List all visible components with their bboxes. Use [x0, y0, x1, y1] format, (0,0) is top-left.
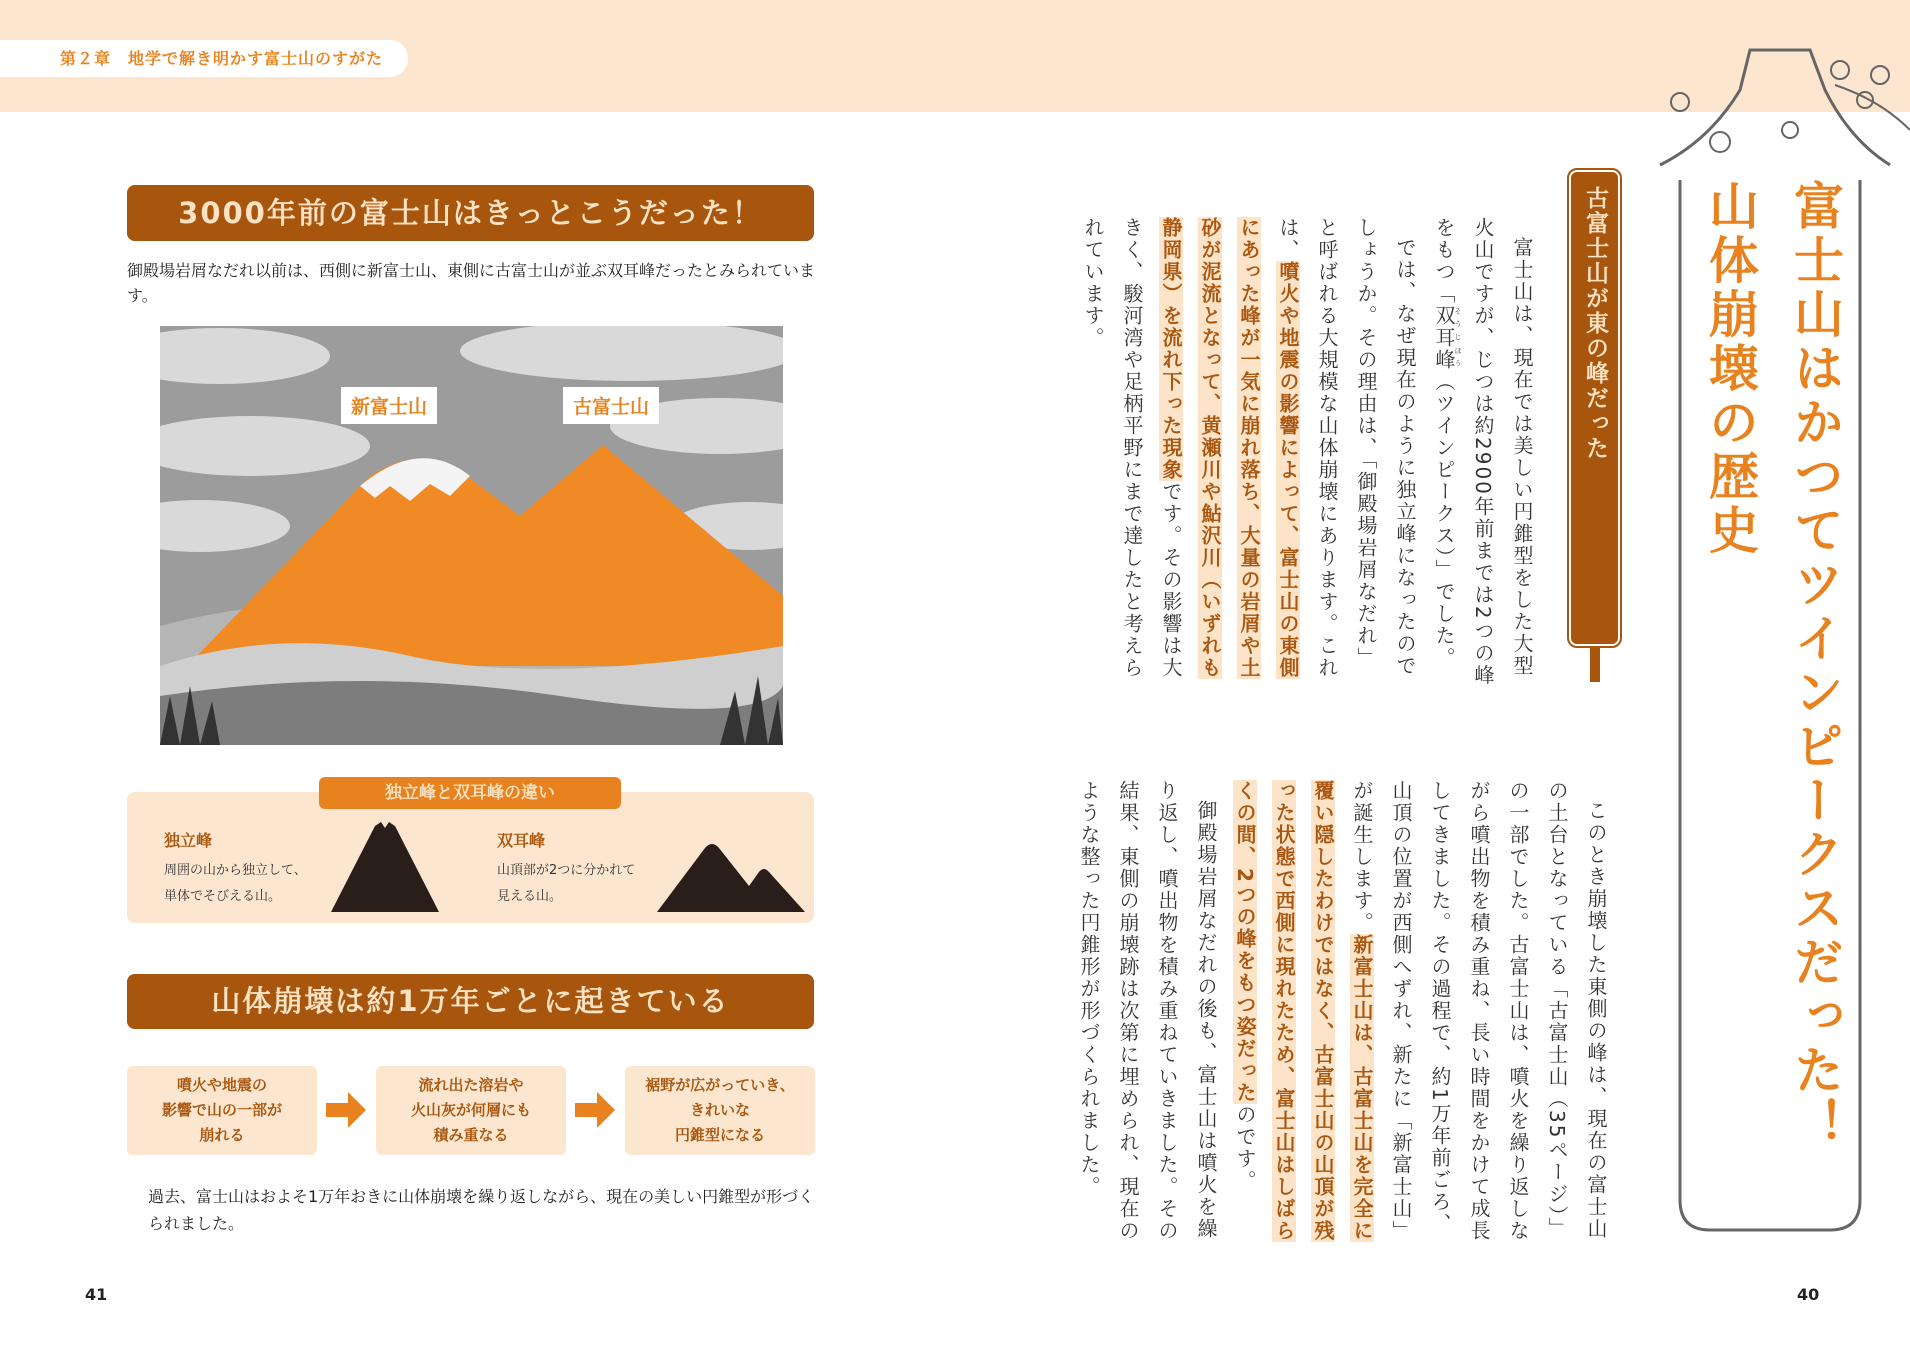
illustration-caption: 御殿場岩屑なだれ以前は、西側に新富士山、東側に古富士山が並ぶ双耳峰だったとみられています。 [127, 261, 816, 305]
chapter-label: 第２章 地学で解き明かす富士山のすがた [0, 40, 408, 77]
text: このとき崩壊した東側の峰は、現在の富士山の土台となっている「古富士山（35ページ）」の一部でした。古富士山は、噴火を繰り返しながら噴出物を積み重ね、長い時間をかけて成長してきました。その過程で、約1万年前ごろ、山頂の位置が西側へずれ、新たに「新富士山」が誕生します。 [1350, 780, 1608, 1242]
text: 富士山は、現在では美しい円錐型をした大型火山ですが、じつは約2900年前までは2つの峰をもつ「 [1432, 217, 1534, 687]
twin-peaks-illustration [160, 326, 783, 745]
arrow-right-icon [575, 1092, 615, 1128]
comparison-box [127, 792, 814, 923]
independent-peak-icon [331, 822, 439, 912]
twin-peak-desc: 山頂部が2つに分かれて 見える山。 [497, 863, 636, 904]
summary-text: 過去、富士山はおよそ1万年おきに山体崩壊を繰り返しながら、現在の美しい円錐型が形づくられました。 [148, 1187, 815, 1233]
flow-step-2: 流れ出た溶岩や 火山灰が何層にも 積み重なる [376, 1066, 566, 1155]
body-block-2 [1069, 780, 1615, 1250]
subheading: 古富士山が東の峰だった [1569, 170, 1620, 646]
twin-peak-icon [657, 842, 805, 912]
paragraph-3 [1225, 780, 1615, 1250]
subheading-stem [1590, 646, 1600, 682]
ruby-twin-peaks [1432, 305, 1462, 371]
flow-step-1: 噴火や地震の 影響で山の一部が 崩れる [127, 1066, 317, 1155]
comparison-title: 独立峰と双耳峰の違い [319, 777, 621, 809]
page-title-line1: 富士山はかつてツインピークスだった！ [1786, 180, 1844, 1152]
page-number-right: 40 [1797, 1285, 1820, 1304]
flow-step-3: 裾野が広がっていき、 きれいな 円錐型になる [625, 1066, 815, 1155]
text: では、なぜ現在のように独立峰になったのでしょうか。その理由は、「御殿場岩屑なだれ」と呼ばれる大規模な山体崩壊にあります。これは、 [1276, 217, 1417, 679]
arrow-right-icon [326, 1092, 366, 1128]
twin-peak-title: 双耳峰 [497, 831, 546, 850]
label-old-fuji: 古富士山 [563, 387, 659, 424]
independent-peak-title: 独立峰 [164, 831, 213, 850]
ruby-base: 双耳峰 [1432, 305, 1456, 371]
paragraph-1 [1424, 217, 1541, 687]
highlighted-text: 新富士山は、古富士山を完全に覆い隠したわけではなく、古富士山の山頂が残った状態で西側に現れたため、富士山はしばらくの間、2つの峰をもつ姿だった [1233, 780, 1374, 1242]
page-number-left: 41 [85, 1285, 108, 1304]
highlighted-text: 噴火や地震の影響によって、富士山の東側にあった峰が一気に崩れ落ち、大量の岩屑や土砂が泥流となって、黄瀬川や鮎沢川（いずれも静岡県）を流れ下った現象 [1159, 217, 1300, 679]
ruby-reading: そうじほう [1454, 305, 1462, 371]
text: （ツインピークス）」でした。 [1432, 371, 1456, 669]
text: のです。 [1233, 1103, 1257, 1192]
section-heading-collapse-cycle: 山体崩壊は約1万年ごとに起きている [127, 974, 814, 1029]
independent-peak-desc: 周囲の山から独立して、 単体でそびえる山。 [164, 863, 307, 904]
page-title-line2: 山体崩壊の歴史 [1701, 180, 1759, 558]
mountain-scene [160, 326, 783, 745]
section-heading-3000-years: 3000年前の富士山はきっとこうだった！ [127, 185, 814, 241]
paragraph-2 [1073, 217, 1424, 687]
text: です。その影響は大きく、駿河湾や足柄平野にまで達したと考えられています。 [1081, 217, 1183, 679]
body-block-1 [1073, 217, 1541, 687]
title-frame [1640, 30, 1910, 1250]
label-new-fuji: 新富士山 [341, 387, 437, 424]
paragraph-4: 御殿場岩屑なだれの後も、富士山は噴火を繰り返し、噴出物を積み重ねていきました。その結果、東側の崩壊跡は次第に埋められ、現在のような整った円錐形が形づくられました。 [1077, 780, 1218, 1242]
